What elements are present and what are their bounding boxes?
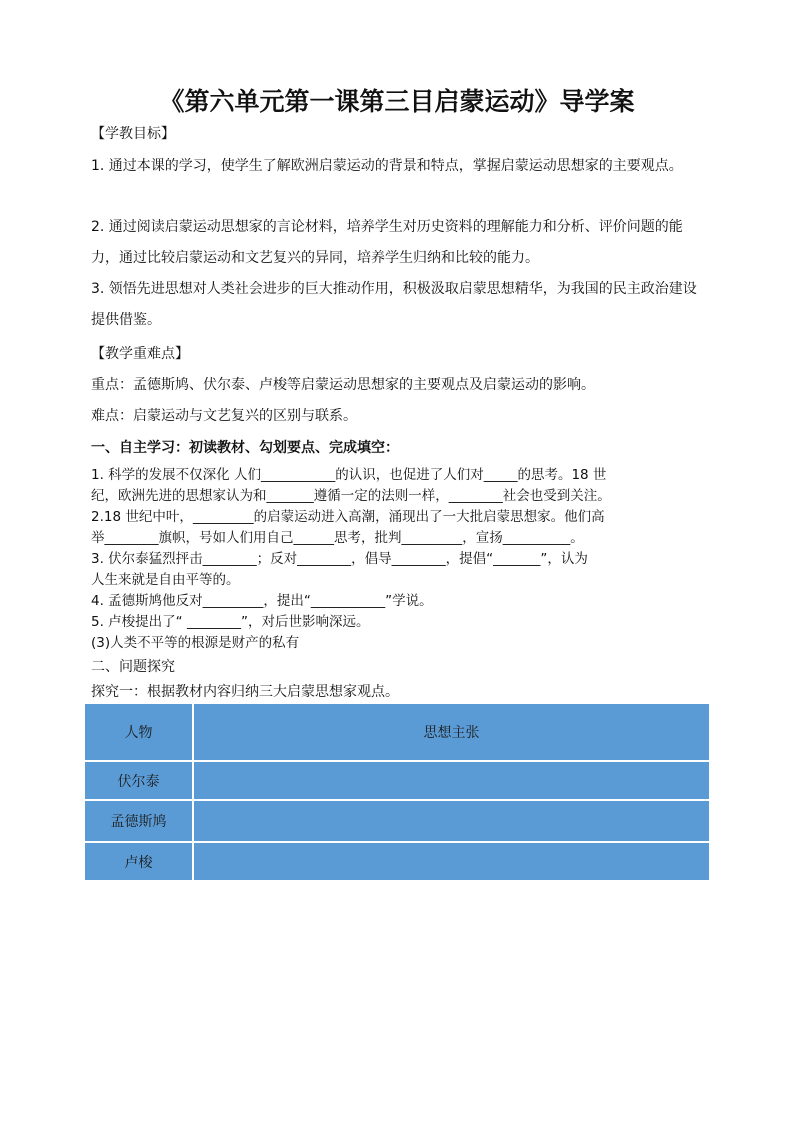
difficult-point: 难点：启蒙运动与文艺复兴的区别与联系。: [91, 408, 357, 424]
section1-heading: 一、自主学习：初读教材、勾划要点、完成填空：: [91, 440, 399, 456]
fill-line: 人生来就是自由平等的。: [91, 572, 240, 588]
thinker-ideas-cell[interactable]: [193, 761, 710, 800]
fill-line: 5. 卢梭提出了“ ________”，对后世影响深远。: [91, 614, 370, 630]
fill-line: 2.18 世纪中叶，_________的启蒙运动进入高潮，涌现出了一大批启蒙思想家。他们高: [91, 509, 605, 525]
thinker-name: 卢梭: [84, 842, 193, 881]
objective-2: 2. 通过阅读启蒙运动思想家的言论材料，培养学生对历史资料的理解能力和分析、评价问题的能力，通过比较启蒙运动和文艺复兴的异同，培养学生归纳和比较的能力。: [91, 219, 683, 266]
thinker-ideas-cell[interactable]: [193, 800, 710, 842]
table-row: [84, 761, 710, 800]
header-person: 人物: [84, 703, 193, 761]
table-row: [84, 842, 710, 881]
fill-line: 举________旗帜，号如人们用自己______思考，批判_________，宣扬__________。: [91, 530, 584, 546]
thinkers-table: [83, 702, 711, 882]
table-header-row: [84, 703, 710, 761]
fill-line: (3)人类不平等的根源是财产的私有: [91, 635, 300, 651]
fill-line: 纪，欧洲先进的思想家认为和_______遵循一定的法则一样，________社会也受到关注。: [91, 488, 611, 504]
objective-3: 3. 领悟先进思想对人类社会进步的巨大推动作用，积极汲取启蒙思想精华，为我国的民主政治建设提供借鉴。: [91, 281, 697, 328]
key-points-heading: 【教学重难点】: [91, 346, 189, 362]
objective-1: 1. 通过本课的学习，使学生了解欧洲启蒙运动的背景和特点，掌握启蒙运动思想家的主要观点。: [91, 158, 683, 174]
thinker-name: 伏尔泰: [84, 761, 193, 800]
fill-line: 4. 孟德斯鸠他反对_________，提出“___________”学说。: [91, 593, 433, 609]
key-point: 重点：孟德斯鸠、伏尔泰、卢梭等启蒙运动思想家的主要观点及启蒙运动的影响。: [91, 377, 595, 393]
objectives-heading: 【学教目标】: [91, 126, 175, 142]
section2-heading: 二、问题探究: [91, 659, 175, 675]
thinker-name: 孟德斯鸠: [84, 800, 193, 842]
thinker-ideas-cell[interactable]: [193, 842, 710, 881]
header-ideas: 思想主张: [193, 703, 710, 761]
fill-line: 3. 伏尔泰猛烈抨击________；反对________，倡导________，提倡“_______”，认为: [91, 551, 588, 567]
fill-line: 1. 科学的发展不仅深化 人们___________的认识，也促进了人们对_____的思考。18 世: [91, 467, 607, 483]
table-row: [84, 800, 710, 842]
page-title: 《第六单元第一课第三目启蒙运动》导学案: [159, 87, 635, 116]
inquiry-1: 探究一：根据教材内容归纳三大启蒙思想家观点。: [91, 684, 399, 700]
